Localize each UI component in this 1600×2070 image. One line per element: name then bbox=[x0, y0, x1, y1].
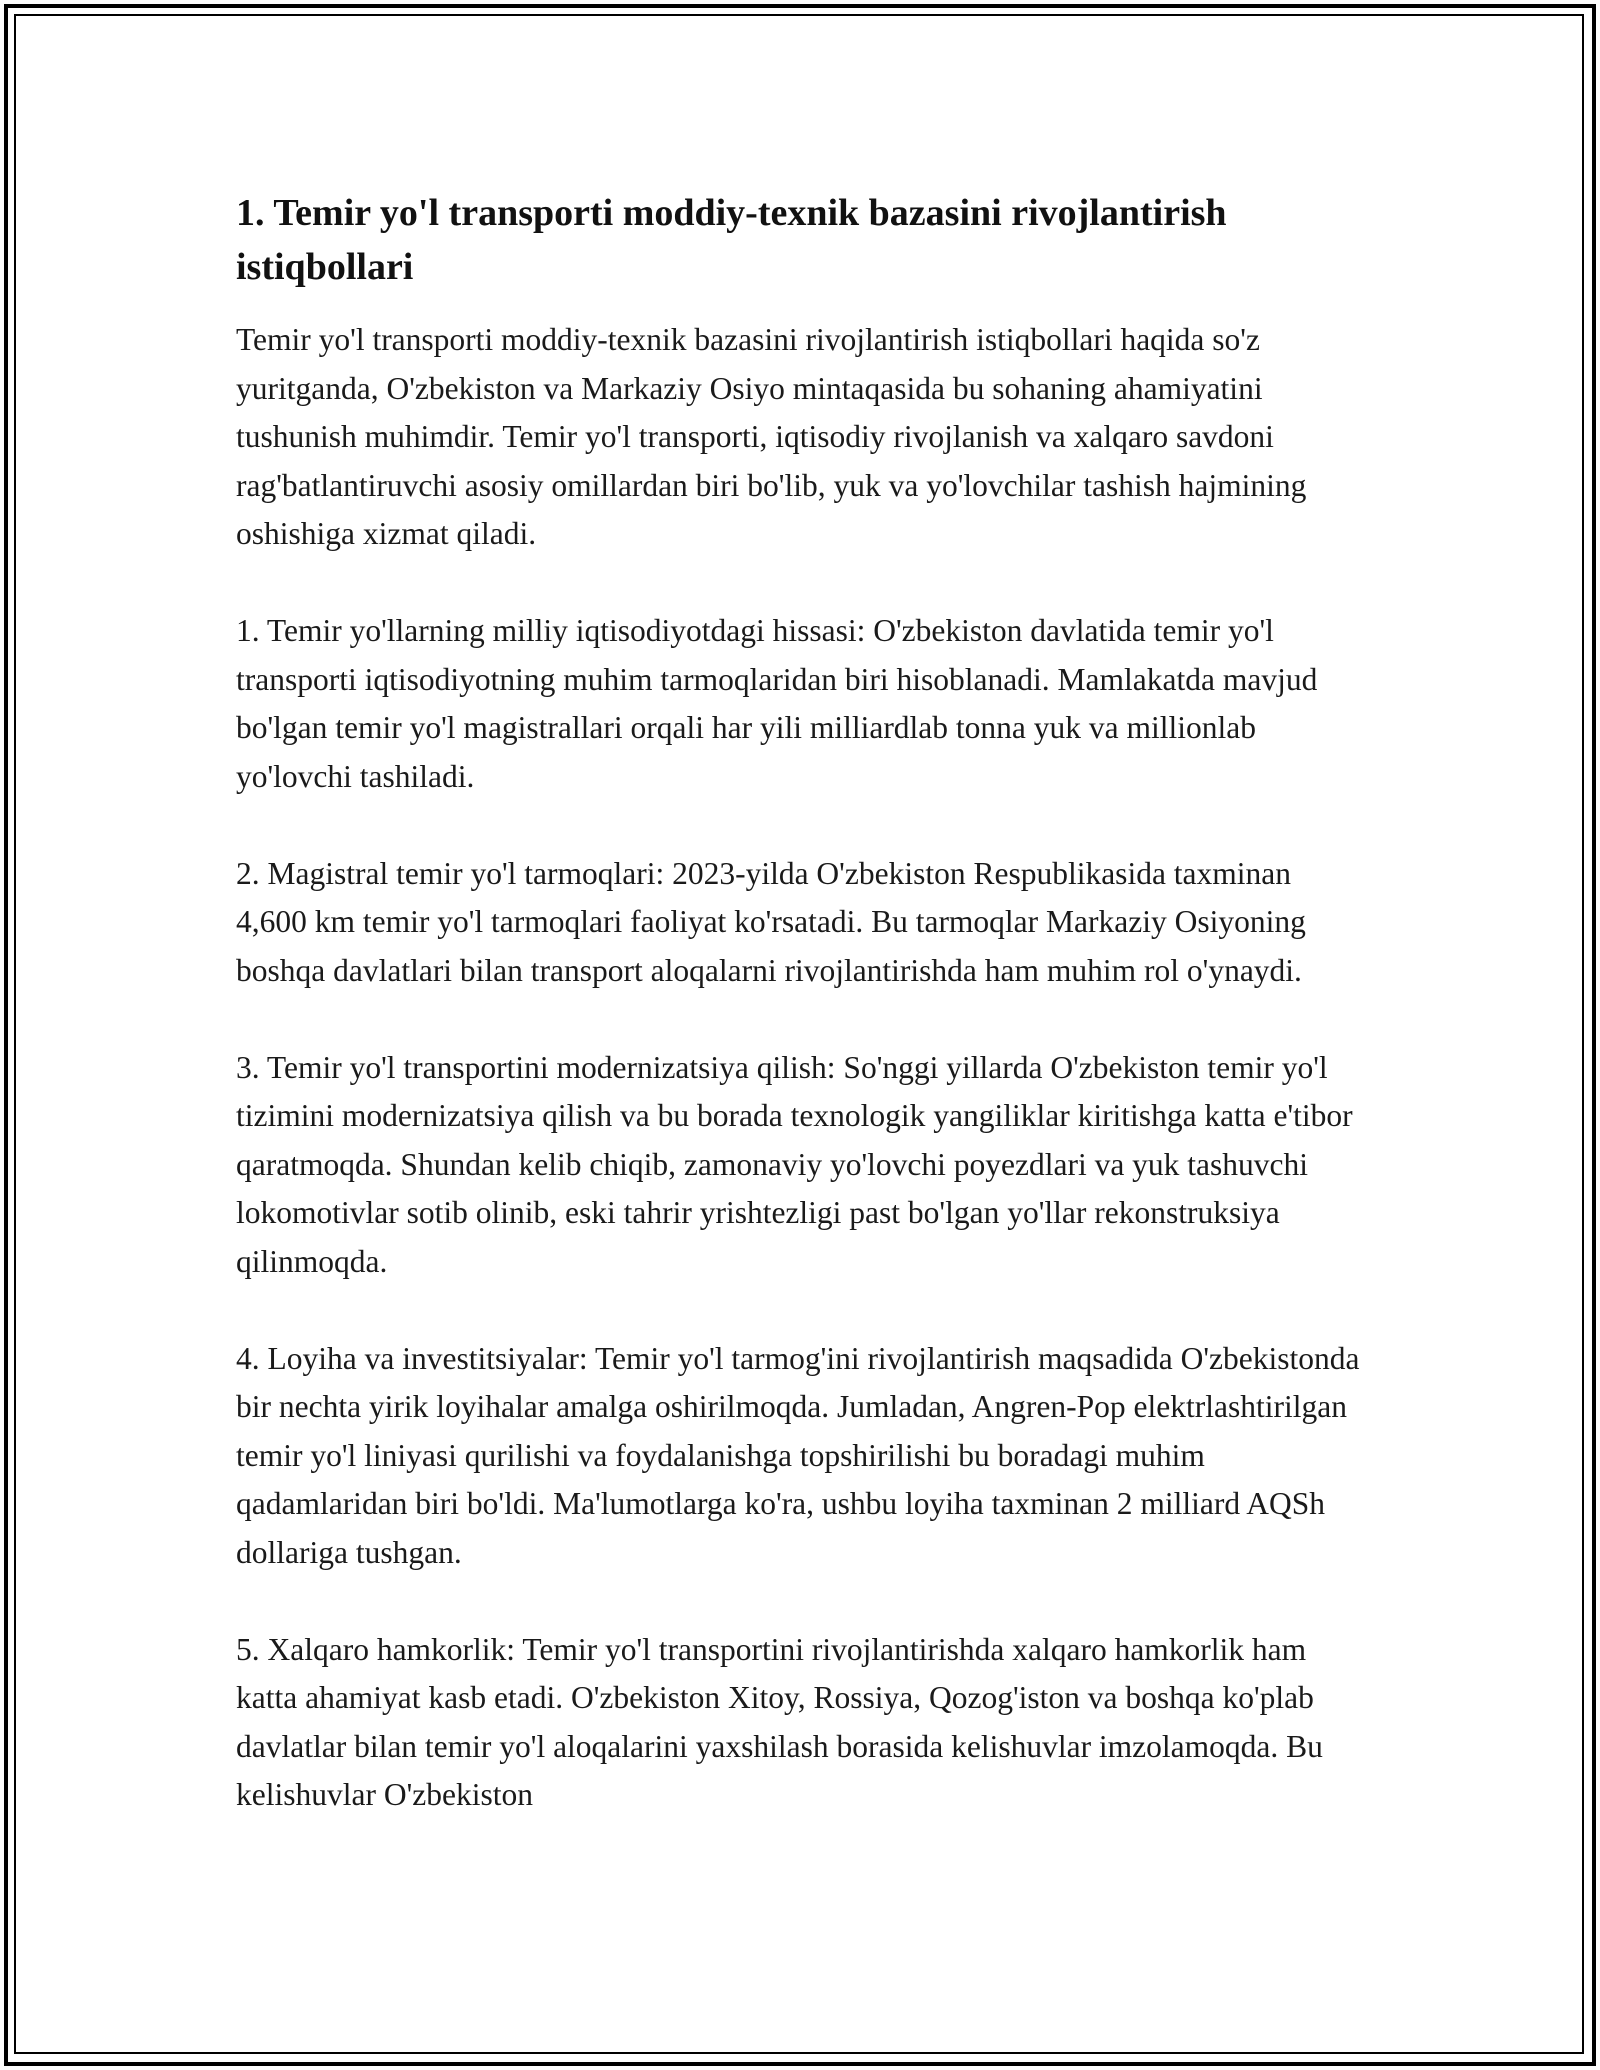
document-body bbox=[236, 186, 1366, 1868]
paragraph-item-1: 1. Temir yo'llarning milliy iqtisodiyotdagi hissasi: O'zbekiston davlatida temir yo'l transporti iqtisodiyotning muhim tarmoqlaridan biri hisoblanadi. Mamlakatda mavjud bo'lgan temir yo'l magistrallari orqali har yili milliardlab tonna yuk va millionlab yo'lovchi tashiladi. bbox=[236, 613, 1318, 794]
section-heading: 1. Temir yo'l transporti moddiy-texnik bazasini rivojlantirish istiqbollari bbox=[236, 192, 1227, 288]
paragraph-item-4: 4. Loyiha va investitsiyalar: Temir yo'l tarmog'ini rivojlantirish maqsadida O'zbekistonda bir nechta yirik loyihalar amalga oshirilmoqda. Jumladan, Angren-Pop elektrlashtirilgan temir yo'l liniyasi qurilishi va foydalanishga topshirilishi bu boradagi muhim qadamlaridan biri bo'ldi. Ma'lumotlarga ko'ra, ushbu loyiha taxminan 2 milliard AQSh dollariga tushgan. bbox=[236, 1340, 1360, 1570]
paragraph-item-2: 2. Magistral temir yo'l tarmoqlari: 2023-yilda O'zbekiston Respublikasida taxminan 4,600 km temir yo'l tarmoqlari faoliyat ko'rsatadi. Bu tarmoqlar Markaziy Osiyoning boshqa davlatlari bilan transport aloqalarni rivojlantirishda ham muhim rol o'ynaydi. bbox=[236, 855, 1306, 988]
paragraph-item-5: 5. Xalqaro hamkorlik: Temir yo'l transportini rivojlantirishda xalqaro hamkorlik ham katta ahamiyat kasb etadi. O'zbekiston Xitoy, Rossiya, Qozog'iston va boshqa ko'plab davlatlar bilan temir yo'l aloqalarini yaxshilash borasida kelishuvlar imzolamoqda. Bu kelishuvlar O'zbekiston bbox=[236, 1631, 1323, 1812]
paragraph-item-3: 3. Temir yo'l transportini modernizatsiya qilish: So'nggi yillarda O'zbekiston temir yo'l tizimini modernizatsiya qilish va bu borada texnologik yangiliklar kiritishga katta e'tibor qaratmoqda. Shundan kelib chiqib, zamonaviy yo'lovchi poyezdlari va yuk tashuvchi lokomotivlar sotib olinib, eski tahrir yrishtezligi past bo'lgan yo'llar rekonstruksiya qilinmoqda. bbox=[236, 1049, 1353, 1279]
intro-paragraph: Temir yo'l transporti moddiy-texnik bazasini rivojlantirish istiqbollari haqida so'z yuritganda, O'zbekiston va Markaziy Osiyo mintaqasida bu sohaning ahamiyatini tushunish muhimdir. Temir yo'l transporti, iqtisodiy rivojlanish va xalqaro savdoni rag'batlantiruvchi asosiy omillardan biri bo'lib, yuk va yo'lovchilar tashish hajmining oshishiga xizmat qiladi. bbox=[236, 322, 1307, 551]
